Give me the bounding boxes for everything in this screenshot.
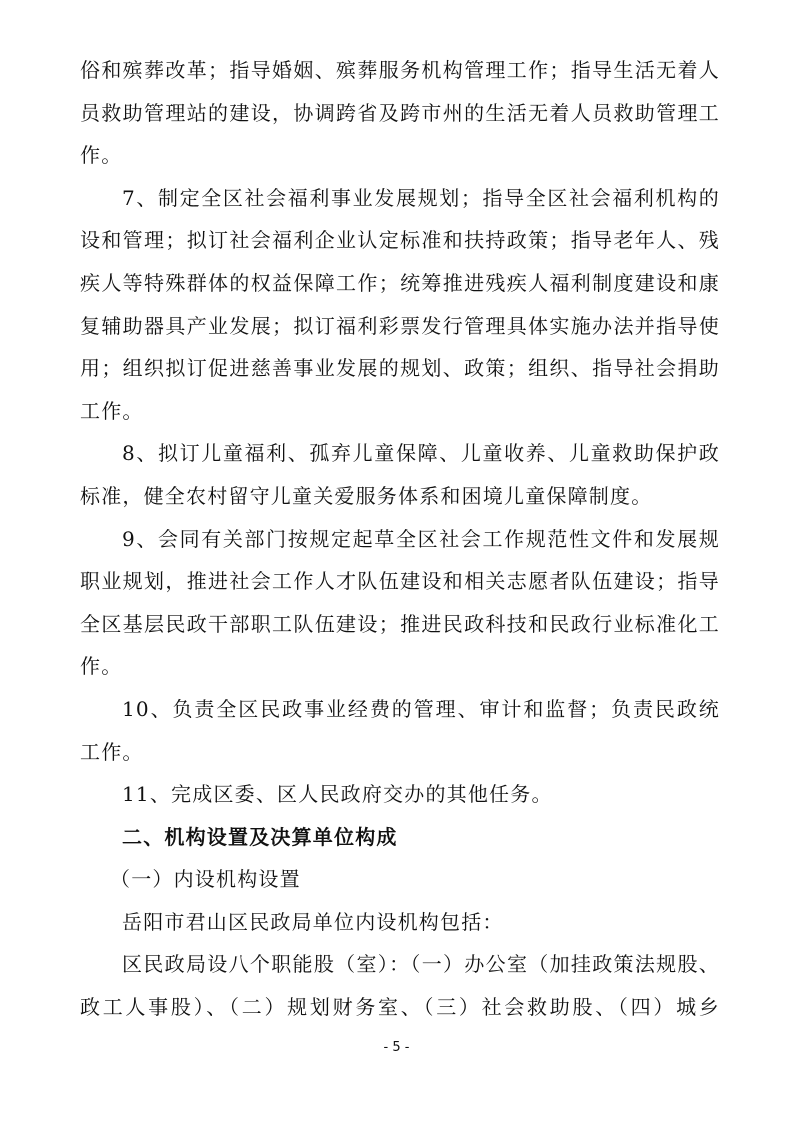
text-line: 俗和殡葬改革；指导婚姻、殡葬服务机构管理工作；指导生活无着人 [80,58,720,82]
text-line: 设和管理；拟订社会福利企业认定标准和扶持政策；指导老年人、残 [80,228,720,253]
text-line: 全区基层民政干部职工队伍建设；推进民政科技和民政行业标准化工 [80,611,720,636]
text-line: 区民政局设八个职能股（室）：（一）办公室（加挂政策法规股、 [122,952,720,977]
text-line: 作。 [80,654,123,679]
text-line: 用；组织拟订促进慈善事业发展的规划、政策；组织、指导社会捐助 [80,356,720,381]
text-line: 政工人事股）、（二）规划财务室、（三）社会救助股、（四）城乡 [80,995,720,1020]
item-10: 10、负责全区民政事业经费的管理、审计和监督；负责民政统 [122,696,720,721]
text-line: 工作。 [80,398,144,423]
text-line: 职业规划，推进社会工作人才队伍建设和相关志愿者队伍建设；指导 [80,569,720,594]
item-7: 7、制定全区社会福利事业发展规划；指导全区社会福利机构的 [122,185,720,210]
text-line: 标准，健全农村留守儿童关爱服务体系和困境儿童保障制度。 [80,483,653,508]
document-body [80,49,720,1029]
text-line: 疾人等特殊群体的权益保障工作；统筹推进残疾人福利制度建设和康 [80,270,720,295]
text-line: 岳阳市君山区民政局单位内设机构包括： [122,909,504,934]
subsection-heading: （一）内设机构设置 [110,867,301,892]
text-line: 复辅助器具产业发展；拟订福利彩票发行管理具体实施办法并指导使 [80,313,720,338]
text-line: 工作。 [80,739,144,764]
item-11: 11、完成区委、区人民政府交办的其他任务。 [122,782,553,807]
page-number: - 5 - [383,1040,410,1055]
text-line: 作。 [80,143,123,168]
item-9: 9、会同有关部门按规定起草全区社会工作规范性文件和发展规 [122,526,720,551]
section-heading: 二、机构设置及决算单位构成 [122,824,398,849]
item-8: 8、拟订儿童福利、孤弃儿童保障、儿童收养、儿童救助保护政 [122,441,720,466]
text-line: 员救助管理站的建设，协调跨省及跨市州的生活无着人员救助管理工 [80,100,720,125]
